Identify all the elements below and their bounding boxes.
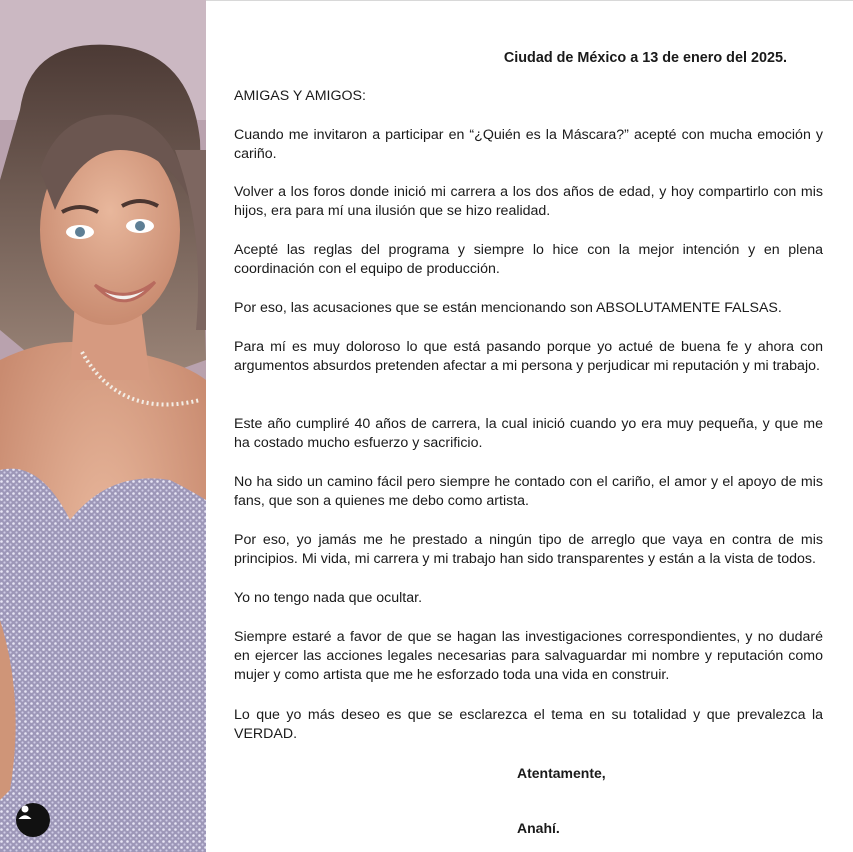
letter-greeting: AMIGAS Y AMIGOS:: [234, 88, 366, 104]
letter-paragraph: Siempre estaré a favor de que se hagan las investigaciones correspondientes, y no dudaré en ejercer las acciones legales necesarias para salvaguardar mi nombre y reputación como mujer y como artista que me he esforzado toda una vida en construir.: [234, 629, 823, 683]
portrait-photo: [0, 0, 206, 852]
letter-paragraph: No ha sido un camino fácil pero siempre he contado con el cariño, el amor y el apoyo de mis fans, que son a quienes me debo como artista.: [234, 474, 823, 509]
profile-badge[interactable]: [16, 803, 50, 837]
letter-paragraph: Acepté las reglas del programa y siempre lo hice con la mejor intención y en plena coordinación con el equipo de producción.: [234, 242, 823, 277]
letter-closing: Atentamente,: [517, 765, 606, 781]
letter-paragraph: Para mí es muy doloroso lo que está pasando porque yo actué de buena fe y ahora con argumentos absurdos pretenden afectar a mi persona y perjudicar mi reputación y mi trabajo.: [234, 339, 823, 374]
letter-paragraph: Este año cumpliré 40 años de carrera, la cual inició cuando yo era muy pequeña, y que me ha costado mucho esfuerzo y sacrificio.: [234, 416, 823, 451]
letter-signature: Anahí.: [517, 820, 560, 836]
user-icon: [16, 803, 34, 821]
letter-paragraph: Por eso, yo jamás me he prestado a ningún tipo de arreglo que vaya en contra de mis principios. Mi vida, mi carrera y mi trabajo han sido transparentes y están a la vista de todos.: [234, 532, 823, 567]
portrait-illustration: [0, 0, 206, 852]
letter-paragraph: Cuando me invitaron a participar en “¿Quién es la Máscara?” acepté con mucha emoción y cariño.: [234, 127, 823, 162]
letter-paragraph: Volver a los foros donde inició mi carrera a los dos años de edad, y hoy compartirlo con mis hijos, era para mí una ilusión que se hizo realidad.: [234, 184, 823, 219]
letter-paragraph: Yo no tengo nada que ocultar.: [234, 590, 423, 606]
letter-paragraph: Por eso, las acusaciones que se están mencionando son ABSOLUTAMENTE FALSAS.: [234, 300, 782, 316]
letter-paragraph: Lo que yo más deseo es que se esclarezca el tema en su totalidad y que prevalezca la VERDAD.: [234, 707, 823, 742]
letter-date: Ciudad de México a 13 de enero del 2025.: [503, 50, 787, 66]
statement-letter: [234, 0, 823, 852]
